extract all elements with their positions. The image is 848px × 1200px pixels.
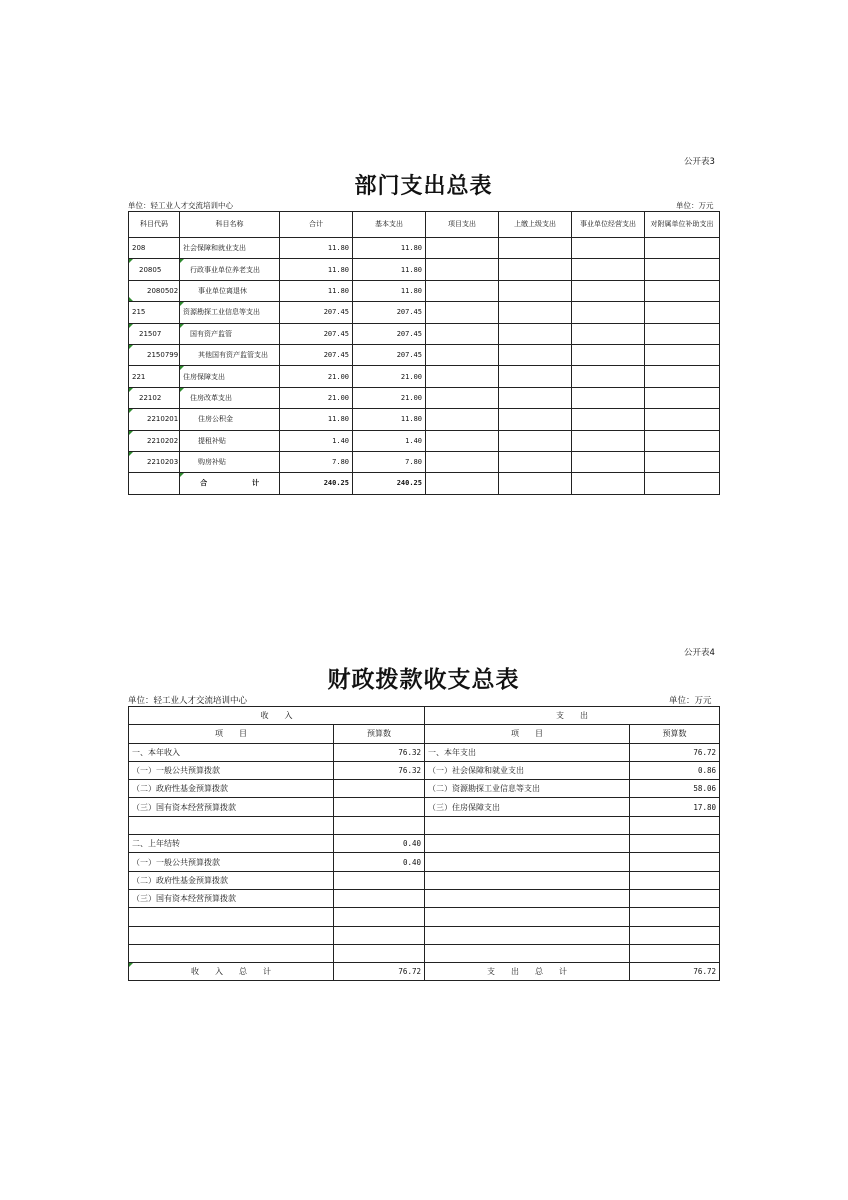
income-value — [334, 889, 425, 907]
basic-cell: 11.80 — [353, 238, 426, 259]
empty-cell — [572, 280, 645, 301]
column-header-row — [129, 725, 720, 743]
expense-value — [630, 816, 720, 834]
code-cell: 2080502 — [129, 280, 180, 301]
fiscal-allocation-table — [128, 706, 720, 981]
name-cell: 住房保障支出 — [180, 366, 280, 387]
income-item: 二、上年结转 — [129, 835, 334, 853]
empty-cell — [426, 238, 499, 259]
empty-cell — [572, 430, 645, 451]
income-item — [129, 944, 334, 962]
department-expense-table — [128, 211, 720, 495]
section-header-row — [129, 707, 720, 725]
name-cell: 行政事业单位养老支出 — [180, 259, 280, 280]
expense-item — [425, 926, 630, 944]
empty-cell — [572, 302, 645, 323]
table-row — [129, 743, 720, 761]
empty-cell — [499, 280, 572, 301]
empty-cell — [499, 473, 572, 494]
empty-cell — [572, 238, 645, 259]
table-row — [129, 387, 720, 408]
expense-value — [630, 889, 720, 907]
empty-cell — [426, 259, 499, 280]
total-cell: 1.40 — [280, 430, 353, 451]
code-cell: 2210203 — [129, 451, 180, 472]
table-row — [129, 451, 720, 472]
code-cell: 22102 — [129, 387, 180, 408]
empty-cell — [426, 473, 499, 494]
table-row — [129, 908, 720, 926]
table-row — [129, 871, 720, 889]
table-row — [129, 944, 720, 962]
grand-total-row — [129, 963, 720, 981]
total-cell: 11.80 — [280, 238, 353, 259]
code-cell: 2150799 — [129, 344, 180, 365]
basic-cell: 207.45 — [353, 323, 426, 344]
code-cell: 21507 — [129, 323, 180, 344]
table1-unit-right: 单位：万元 — [676, 201, 714, 210]
table-row — [129, 780, 720, 798]
expense-item — [425, 944, 630, 962]
income-item — [129, 926, 334, 944]
income-value — [334, 944, 425, 962]
table1-header-row — [129, 212, 720, 238]
table2-title: 财政拨款收支总表 — [327, 666, 520, 693]
empty-cell — [499, 366, 572, 387]
empty-cell — [572, 344, 645, 365]
total-cell: 21.00 — [280, 387, 353, 408]
empty-cell — [645, 259, 720, 280]
empty-cell — [499, 323, 572, 344]
empty-cell — [499, 430, 572, 451]
expense-value: 0.86 — [630, 761, 720, 779]
total-label-char: 合 — [200, 479, 208, 488]
empty-cell — [645, 238, 720, 259]
empty-cell — [426, 430, 499, 451]
table-row — [129, 366, 720, 387]
income-item: （一）一般公共预算拨款 — [129, 853, 334, 871]
name-cell: 住房改革支出 — [180, 387, 280, 408]
empty-cell — [645, 430, 720, 451]
expense-budget-header: 预算数 — [630, 725, 720, 743]
empty-cell — [426, 409, 499, 430]
basic-cell: 7.80 — [353, 451, 426, 472]
income-budget-header: 预算数 — [334, 725, 425, 743]
expense-value — [630, 926, 720, 944]
code-cell: 221 — [129, 366, 180, 387]
empty-cell — [499, 259, 572, 280]
table-row — [129, 323, 720, 344]
empty-cell — [645, 280, 720, 301]
expense-value: 17.80 — [630, 798, 720, 816]
table2-tag: 公开表4 — [684, 648, 715, 658]
table-row — [129, 926, 720, 944]
total-row — [129, 473, 720, 494]
table-row — [129, 835, 720, 853]
basic-cell: 207.45 — [353, 302, 426, 323]
income-item: （一）一般公共预算拨款 — [129, 761, 334, 779]
empty-cell — [499, 451, 572, 472]
income-value — [334, 816, 425, 834]
table-row — [129, 409, 720, 430]
empty-cell — [572, 473, 645, 494]
table2-unit-left: 单位：轻工业人才交流培训中心 — [128, 696, 248, 706]
basic-cell: 11.80 — [353, 280, 426, 301]
empty-cell — [572, 387, 645, 408]
income-header: 收 入 — [129, 707, 425, 725]
total-cell: 11.80 — [280, 280, 353, 301]
income-item: （二）政府性基金预算拨款 — [129, 780, 334, 798]
table-row — [129, 259, 720, 280]
column-header: 科目名称 — [180, 212, 280, 238]
income-value: 0.40 — [334, 835, 425, 853]
empty-cell — [426, 280, 499, 301]
code-cell: 20805 — [129, 259, 180, 280]
expense-value — [630, 835, 720, 853]
basic-cell: 21.00 — [353, 387, 426, 408]
expense-item — [425, 835, 630, 853]
empty-cell — [426, 366, 499, 387]
column-header: 上缴上级支出 — [499, 212, 572, 238]
basic-cell: 11.80 — [353, 259, 426, 280]
table-row — [129, 344, 720, 365]
code-cell: 2210201 — [129, 409, 180, 430]
income-value: 76.32 — [334, 761, 425, 779]
empty-cell — [499, 238, 572, 259]
total-cell: 207.45 — [280, 323, 353, 344]
name-cell: 其他国有资产监管支出 — [180, 344, 280, 365]
expense-item — [425, 871, 630, 889]
code-cell: 208 — [129, 238, 180, 259]
expense-item — [425, 908, 630, 926]
expense-value — [630, 908, 720, 926]
table2-unit-right: 单位：万元 — [669, 696, 712, 706]
table-row — [129, 798, 720, 816]
income-total-label: 收 入 总 计 — [129, 963, 334, 981]
empty-cell — [499, 409, 572, 430]
empty-cell — [572, 323, 645, 344]
total-sum-cell: 240.25 — [280, 473, 353, 494]
income-value: 76.32 — [334, 743, 425, 761]
empty-cell — [645, 302, 720, 323]
total-label-char: 计 — [251, 479, 259, 488]
income-value — [334, 780, 425, 798]
empty-cell — [572, 409, 645, 430]
name-cell: 资源勘探工业信息等支出 — [180, 302, 280, 323]
empty-cell — [572, 259, 645, 280]
name-cell: 事业单位离退休 — [180, 280, 280, 301]
total-cell: 207.45 — [280, 344, 353, 365]
income-value — [334, 926, 425, 944]
total-cell: 11.80 — [280, 259, 353, 280]
total-basic-cell: 240.25 — [353, 473, 426, 494]
expense-value — [630, 944, 720, 962]
empty-cell — [645, 473, 720, 494]
empty-cell — [426, 387, 499, 408]
empty-cell — [129, 473, 180, 494]
income-value — [334, 871, 425, 889]
table-row — [129, 280, 720, 301]
basic-cell: 207.45 — [353, 344, 426, 365]
total-label — [180, 473, 280, 494]
table-row — [129, 761, 720, 779]
empty-cell — [572, 366, 645, 387]
name-cell: 提租补贴 — [180, 430, 280, 451]
income-value: 0.40 — [334, 853, 425, 871]
table1-title: 部门支出总表 — [354, 173, 493, 199]
expense-value — [630, 871, 720, 889]
column-header: 项目支出 — [426, 212, 499, 238]
expense-total-label: 支 出 总 计 — [425, 963, 630, 981]
column-header: 事业单位经营支出 — [572, 212, 645, 238]
code-cell: 215 — [129, 302, 180, 323]
income-item: （三）国有资本经营预算拨款 — [129, 798, 334, 816]
expense-value: 58.06 — [630, 780, 720, 798]
income-value — [334, 908, 425, 926]
table-row — [129, 430, 720, 451]
expense-item: （二）资源勘探工业信息等支出 — [425, 780, 630, 798]
basic-cell: 1.40 — [353, 430, 426, 451]
total-cell: 21.00 — [280, 366, 353, 387]
code-cell: 2210202 — [129, 430, 180, 451]
expense-item: （一）社会保障和就业支出 — [425, 761, 630, 779]
column-header: 合计 — [280, 212, 353, 238]
column-header: 基本支出 — [353, 212, 426, 238]
column-header: 对附属单位补助支出 — [645, 212, 720, 238]
table-row — [129, 302, 720, 323]
table-row — [129, 853, 720, 871]
column-header: 科目代码 — [129, 212, 180, 238]
basic-cell: 11.80 — [353, 409, 426, 430]
empty-cell — [645, 387, 720, 408]
empty-cell — [645, 409, 720, 430]
table1-unit-left: 单位：轻工业人才交流培训中心 — [128, 201, 233, 210]
empty-cell — [499, 302, 572, 323]
expense-value: 76.72 — [630, 743, 720, 761]
name-cell: 住房公积金 — [180, 409, 280, 430]
empty-cell — [645, 366, 720, 387]
empty-cell — [645, 323, 720, 344]
table1-tag: 公开表3 — [684, 157, 715, 167]
empty-cell — [426, 344, 499, 365]
basic-cell: 21.00 — [353, 366, 426, 387]
total-cell: 207.45 — [280, 302, 353, 323]
table-row — [129, 816, 720, 834]
expense-item — [425, 816, 630, 834]
income-item: 一、本年收入 — [129, 743, 334, 761]
expense-total-value: 76.72 — [630, 963, 720, 981]
income-item: （三）国有资本经营预算拨款 — [129, 889, 334, 907]
empty-cell — [499, 344, 572, 365]
income-item: （二）政府性基金预算拨款 — [129, 871, 334, 889]
income-value — [334, 798, 425, 816]
expense-item — [425, 853, 630, 871]
table-row — [129, 238, 720, 259]
empty-cell — [426, 302, 499, 323]
name-cell: 国有资产监管 — [180, 323, 280, 344]
empty-cell — [645, 451, 720, 472]
empty-cell — [645, 344, 720, 365]
name-cell: 购房补贴 — [180, 451, 280, 472]
total-cell: 7.80 — [280, 451, 353, 472]
expense-header: 支 出 — [425, 707, 720, 725]
empty-cell — [572, 451, 645, 472]
expense-item — [425, 889, 630, 907]
expense-item: （三）住房保障支出 — [425, 798, 630, 816]
expense-item: 一、本年支出 — [425, 743, 630, 761]
income-item-header: 项 目 — [129, 725, 334, 743]
empty-cell — [426, 323, 499, 344]
income-item — [129, 908, 334, 926]
empty-cell — [426, 451, 499, 472]
income-item — [129, 816, 334, 834]
name-cell: 社会保障和就业支出 — [180, 238, 280, 259]
total-cell: 11.80 — [280, 409, 353, 430]
empty-cell — [499, 387, 572, 408]
income-total-value: 76.72 — [334, 963, 425, 981]
expense-value — [630, 853, 720, 871]
table-row — [129, 889, 720, 907]
expense-item-header: 项 目 — [425, 725, 630, 743]
